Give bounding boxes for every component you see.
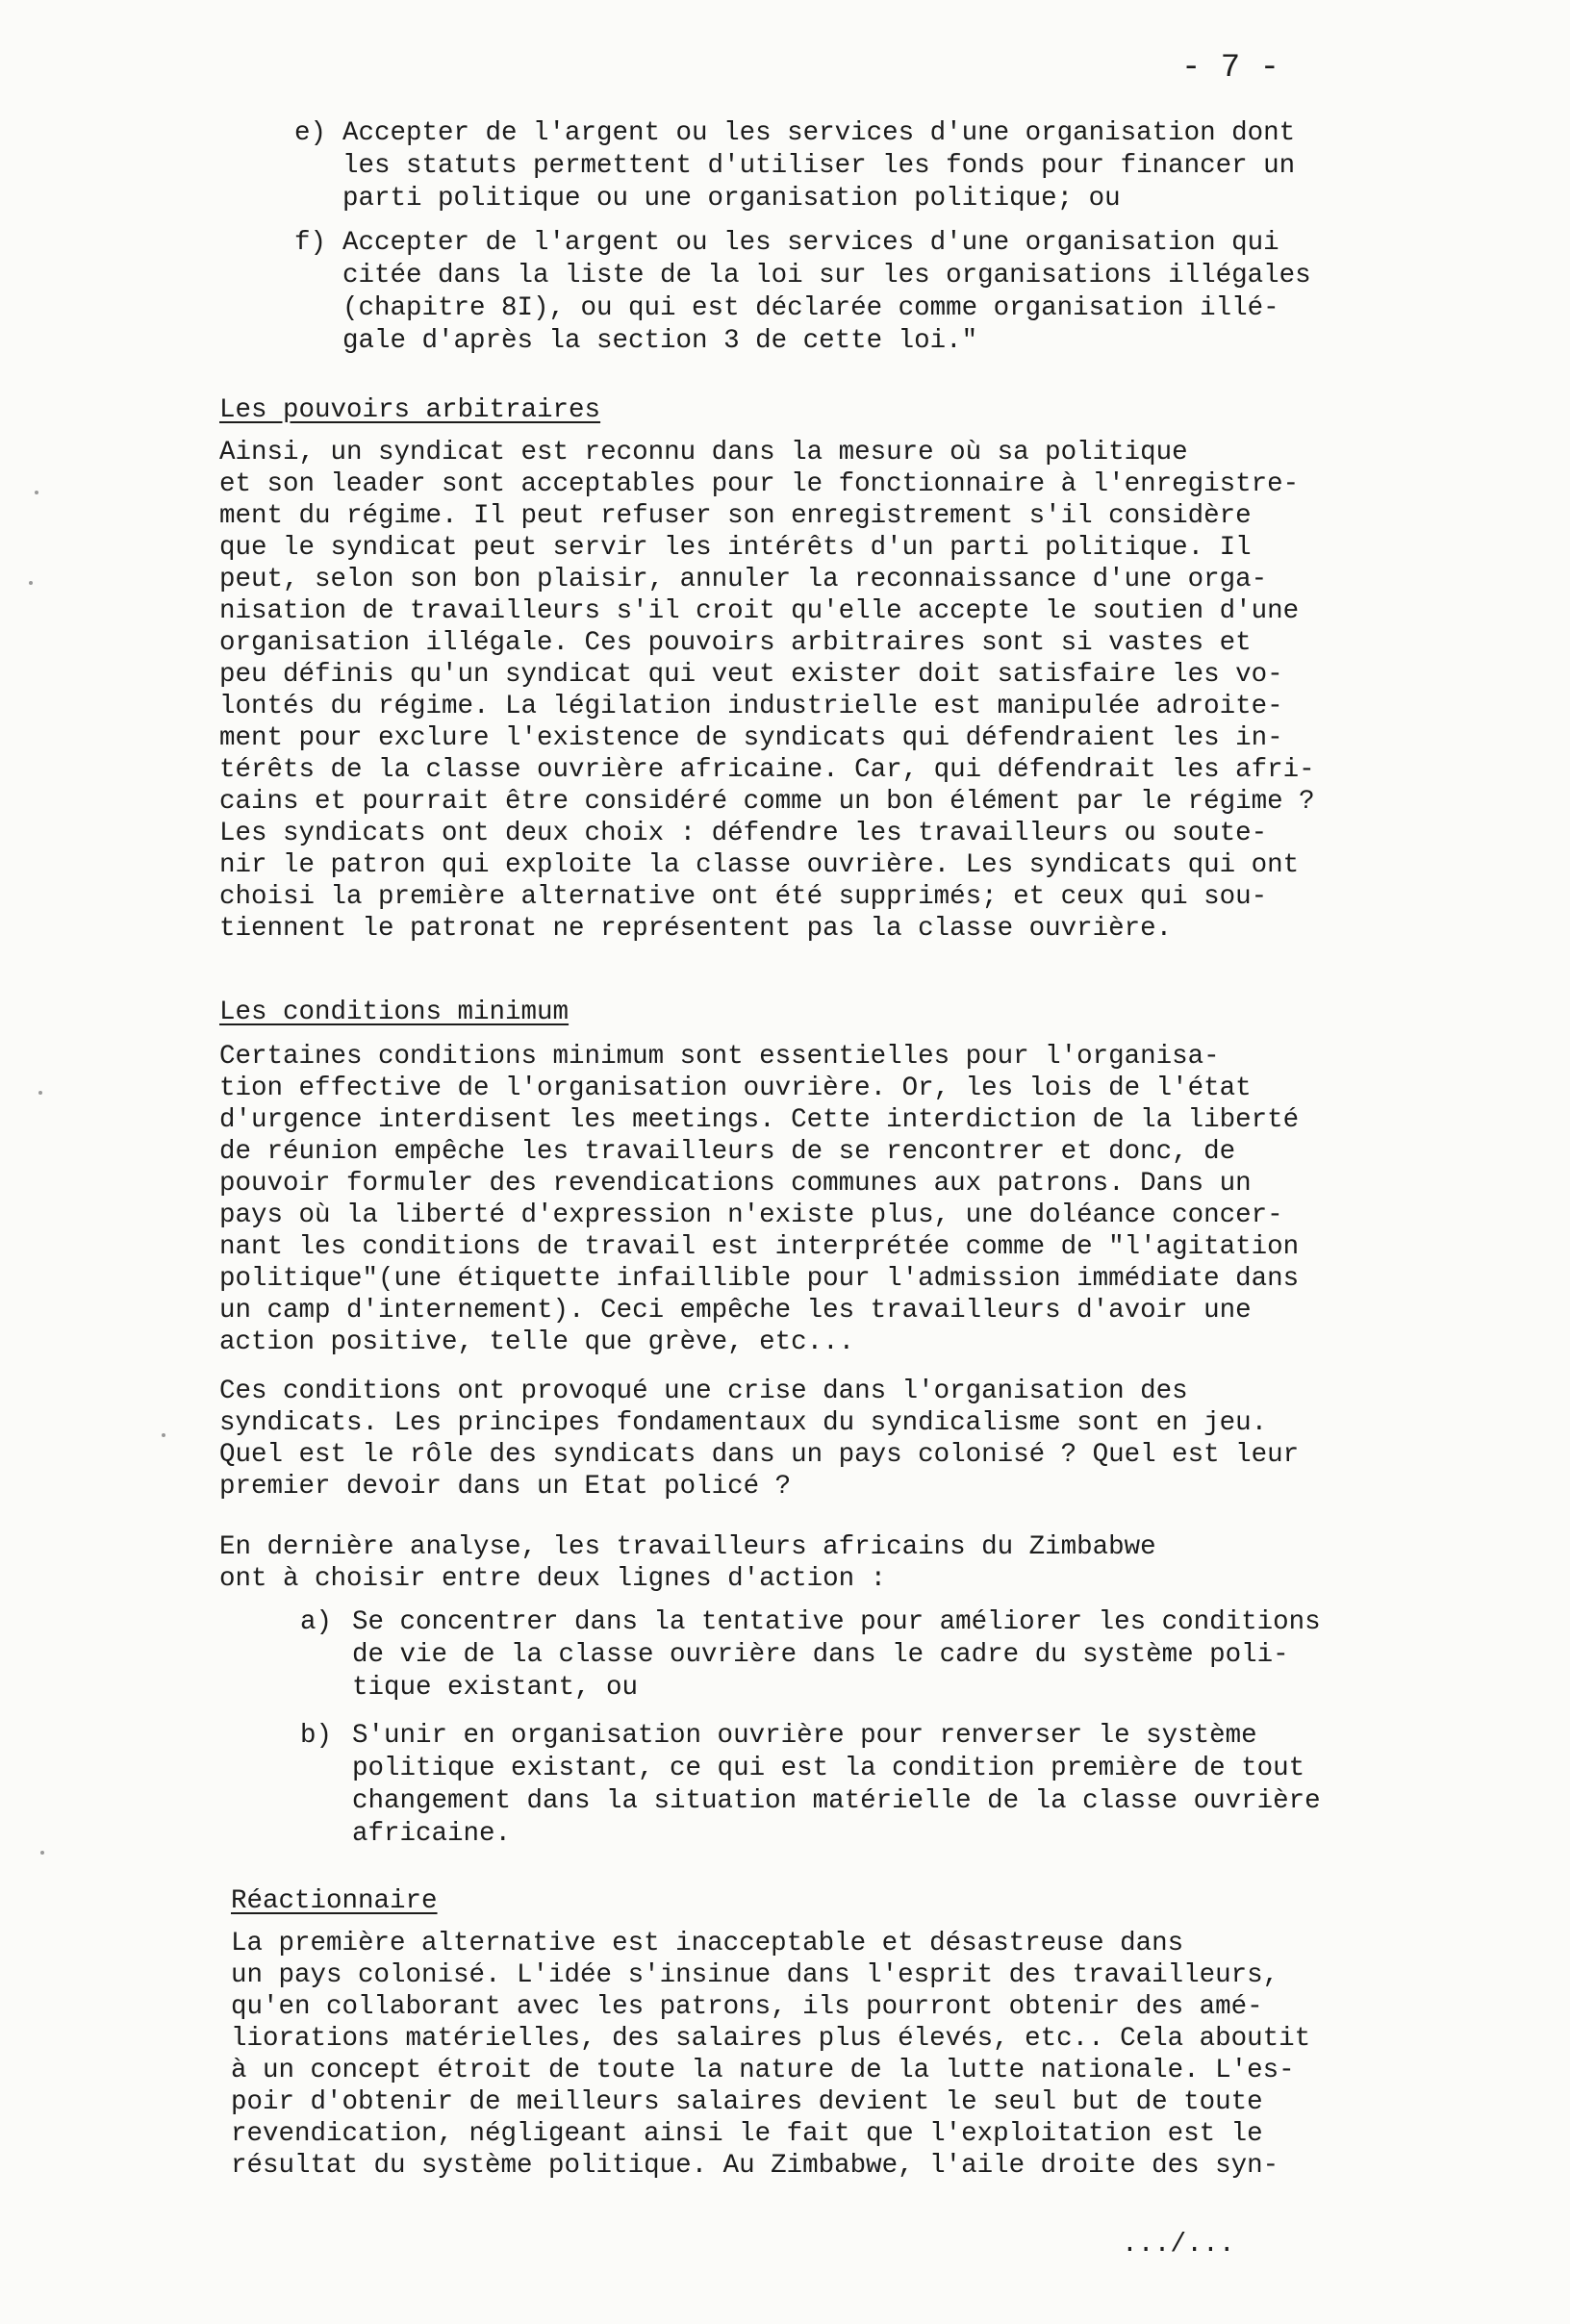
continuation-mark: .../...: [1122, 2230, 1235, 2260]
scan-speck: [162, 1433, 165, 1437]
scan-speck: [29, 581, 33, 585]
list-marker: b): [300, 1721, 333, 1751]
section-heading: Les conditions minimum: [219, 998, 570, 1027]
section-heading: Les pouvoirs arbitraires: [219, 395, 601, 425]
list-marker: a): [300, 1607, 333, 1637]
paragraph: En dernière analyse, les travailleurs africains du Zimbabwe ont à choisir entre deux lignes d'action :: [219, 1532, 1156, 1594]
scan-speck: [35, 491, 38, 494]
list-marker: f): [294, 228, 327, 258]
list-item: Accepter de l'argent ou les services d'une organisation qui citée dans la liste de la loi sur les organisations illégales (chapitre 8I), ou qui est déclarée comme organisation illé- gale d'après la section 3 de cette loi.": [342, 228, 1311, 356]
paragraph: La première alternative est inacceptable et désastreuse dans un pays colonisé. L'idée s'insinue dans l'esprit des travailleurs, qu'en collaborant avec les patrons, ils pourront obtenir des amé- liorations matérielles, des salaires plus élevés, etc.. Cela aboutit à un concept étroit de toute la nature de la lutte nationale. L'es- poir d'obtenir de meilleurs salaires devient le seul but de toute revendication, négligeant ainsi le fait que l'exploitation est le résultat du système politique. Au Zimbabwe, l'aile droite des syn-: [231, 1929, 1311, 2181]
page-number: - 7 -: [1181, 50, 1280, 87]
list-item: S'unir en organisation ouvrière pour renverser le système politique existant, ce qui est la condition première de tout changement dans la situation matérielle de la classe ouvrière africaine.: [352, 1721, 1321, 1849]
paragraph: Ainsi, un syndicat est reconnu dans la mesure où sa politique et son leader sont acceptables pour le fonctionnaire à l'enregistre- ment du régime. Il peut refuser son enregistrement s'il considère que le syndicat peut servir les intérêts d'un parti politique. Il peut, selon son bon plaisir, annuler la reconnaissance d'une orga- nisation de travailleurs s'il croit qu'elle accepte le soutien d'une organisation illégale. Ces pouvoirs arbitraires sont si vastes et peu définis qu'un syndicat qui veut exister doit satisfaire les vo- lontés du régime. La légilation industrielle est manipulée adroite- ment pour exclure l'existence de syndicats qui défendraient les in- térêts de la classe ouvrière africaine. Car, qui défendrait les afri- cains et pourrait être considéré comme un bon élément par le régime ? Les syndicats ont deux choix : défendre les travailleurs ou soute- nir le patron qui exploite la classe ouvrière. Les syndicats qui ont choisi la première alternative ont été supprimés; et ceux qui sou- tiennent le patronat ne représentent pas la classe ouvrière.: [219, 438, 1315, 944]
paragraph: Certaines conditions minimum sont essentielles pour l'organisa- tion effective de l'organisation ouvrière. Or, les lois de l'état d'urgence interdisent les meetings. Cette interdiction de la liberté de réunion empêche les travailleurs de se rencontrer et donc, de pouvoir formuler des revendications communes aux patrons. Dans un pays où la liberté d'expression n'existe plus, une doléance concer- nant les conditions de travail est interprétée comme de "l'agitation politique"(une étiquette infaillible pour l'admission immédiate dans un camp d'internement). Ceci empêche les travailleurs d'avoir une action positive, telle que grève, etc...: [219, 1042, 1300, 1357]
section-heading: Réactionnaire: [231, 1886, 438, 1916]
list-item: Accepter de l'argent ou les services d'une organisation dont les statuts permettent d'utiliser les fonds pour financer un parti politique ou une organisation politique; ou: [342, 118, 1296, 214]
scan-speck: [40, 1851, 44, 1855]
list-item: Se concentrer dans la tentative pour améliorer les conditions de vie de la classe ouvrière dans le cadre du système poli- tique existant, ou: [352, 1607, 1321, 1703]
list-marker: e): [294, 118, 327, 148]
paragraph: Ces conditions ont provoqué une crise dans l'organisation des syndicats. Les principes fondamentaux du syndicalisme sont en jeu. Quel est le rôle des syndicats dans un pays colonisé ? Quel est leur premier devoir dans un Etat policé ?: [219, 1377, 1300, 1502]
scan-speck: [38, 1091, 42, 1095]
